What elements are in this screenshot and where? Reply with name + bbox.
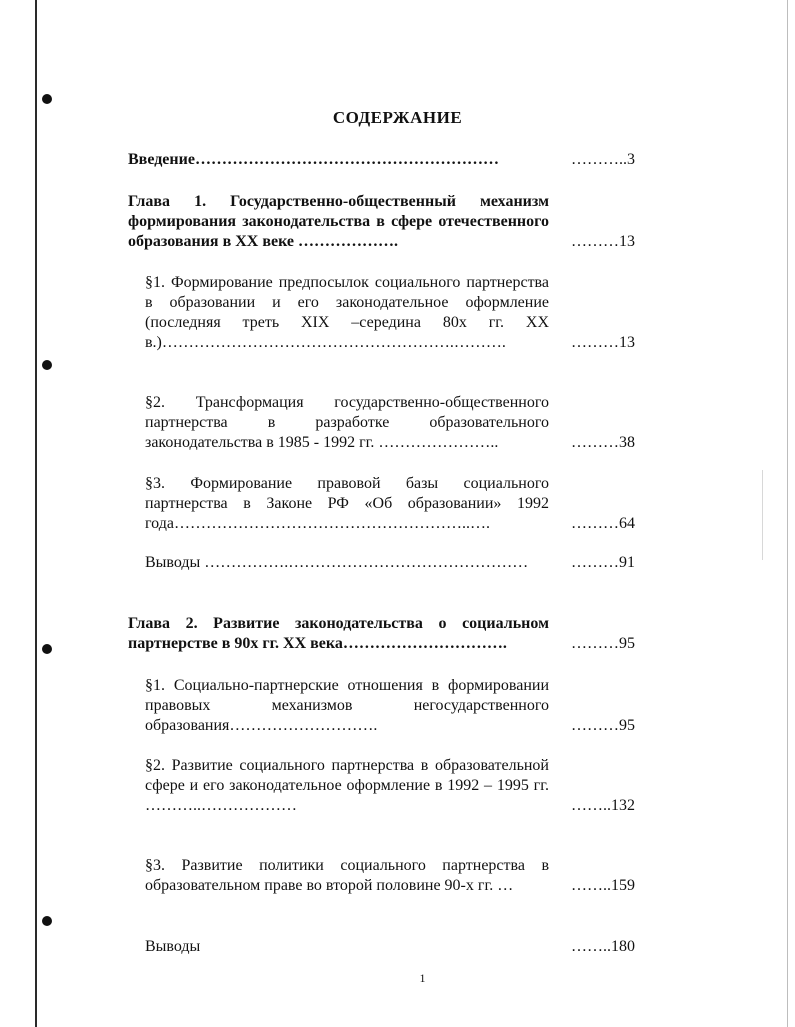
scan-artifact xyxy=(762,470,763,560)
binder-hole-2 xyxy=(42,360,52,370)
toc-entry-text: Глава 1. Государственно-общественный механизм формирования законодательства в сфере отечественного образования в XX веке ………………. xyxy=(128,193,549,250)
toc-entry-text: §1. Социально-партнерские отношения в формировании правовых механизмов негосударственного образования………………………. xyxy=(145,677,549,734)
toc-entry-text: Выводы xyxy=(145,938,201,955)
scan-edge-right xyxy=(787,0,788,1027)
toc-entry-text: §2. Трансформация государственно-общественного партнерства в разработке образовательного законодательства в 1985 - 1992 гг. ………………….. xyxy=(145,394,549,451)
toc-entry-page: ……..132 xyxy=(571,797,635,814)
toc-entry-text: §3. Формирование правовой базы социального партнерства в Законе РФ «Об образовании» 1992 года………………………………………………..…. xyxy=(145,475,549,532)
toc-entry-page: ……..180 xyxy=(571,938,635,955)
toc-entry-page: ………..3 xyxy=(571,151,635,168)
toc-entry-text: Глава 2. Развитие законодательства о социальном партнерстве в 90х гг. XX века…………………………. xyxy=(128,615,549,652)
page-title: СОДЕРЖАНИЕ xyxy=(332,108,463,127)
toc-entry-page: ………13 xyxy=(571,334,635,351)
toc-entry-text: §3. Развитие политики социального партнерства в образовательном праве во второй половине 90-х гг. … xyxy=(145,857,549,894)
toc-entry-page: ………91 xyxy=(571,554,635,571)
toc-entry-page: ………38 xyxy=(571,434,635,451)
toc-entry-text: Выводы …………….……………………………………… xyxy=(145,554,529,571)
toc-entry-text: §2. Развитие социального партнерства в образовательной сфере и его законодательное оформление в 1992 – 1995 гг. ………..……………… xyxy=(145,757,549,814)
binder-hole-3 xyxy=(42,644,52,654)
toc-entry-page: ………64 xyxy=(571,515,635,532)
toc-entry-page: ………13 xyxy=(571,233,635,250)
scan-edge-left xyxy=(35,0,37,1027)
toc-entry-page: ……..159 xyxy=(571,877,635,894)
binder-hole-1 xyxy=(42,94,52,104)
toc-entry-page: ………95 xyxy=(571,635,635,652)
toc-entry-page: ………95 xyxy=(571,717,635,734)
page-number: 1 xyxy=(419,971,426,985)
toc-entry-text: Введение………………………………………………… xyxy=(128,151,499,168)
toc-entry-text: §1. Формирование предпосылок социального партнерства в образовании и его законодательное оформление (последняя треть XIX –середина 80х гг. XX в.)……………………………………………….………. xyxy=(145,274,549,351)
binder-hole-4 xyxy=(42,916,52,926)
